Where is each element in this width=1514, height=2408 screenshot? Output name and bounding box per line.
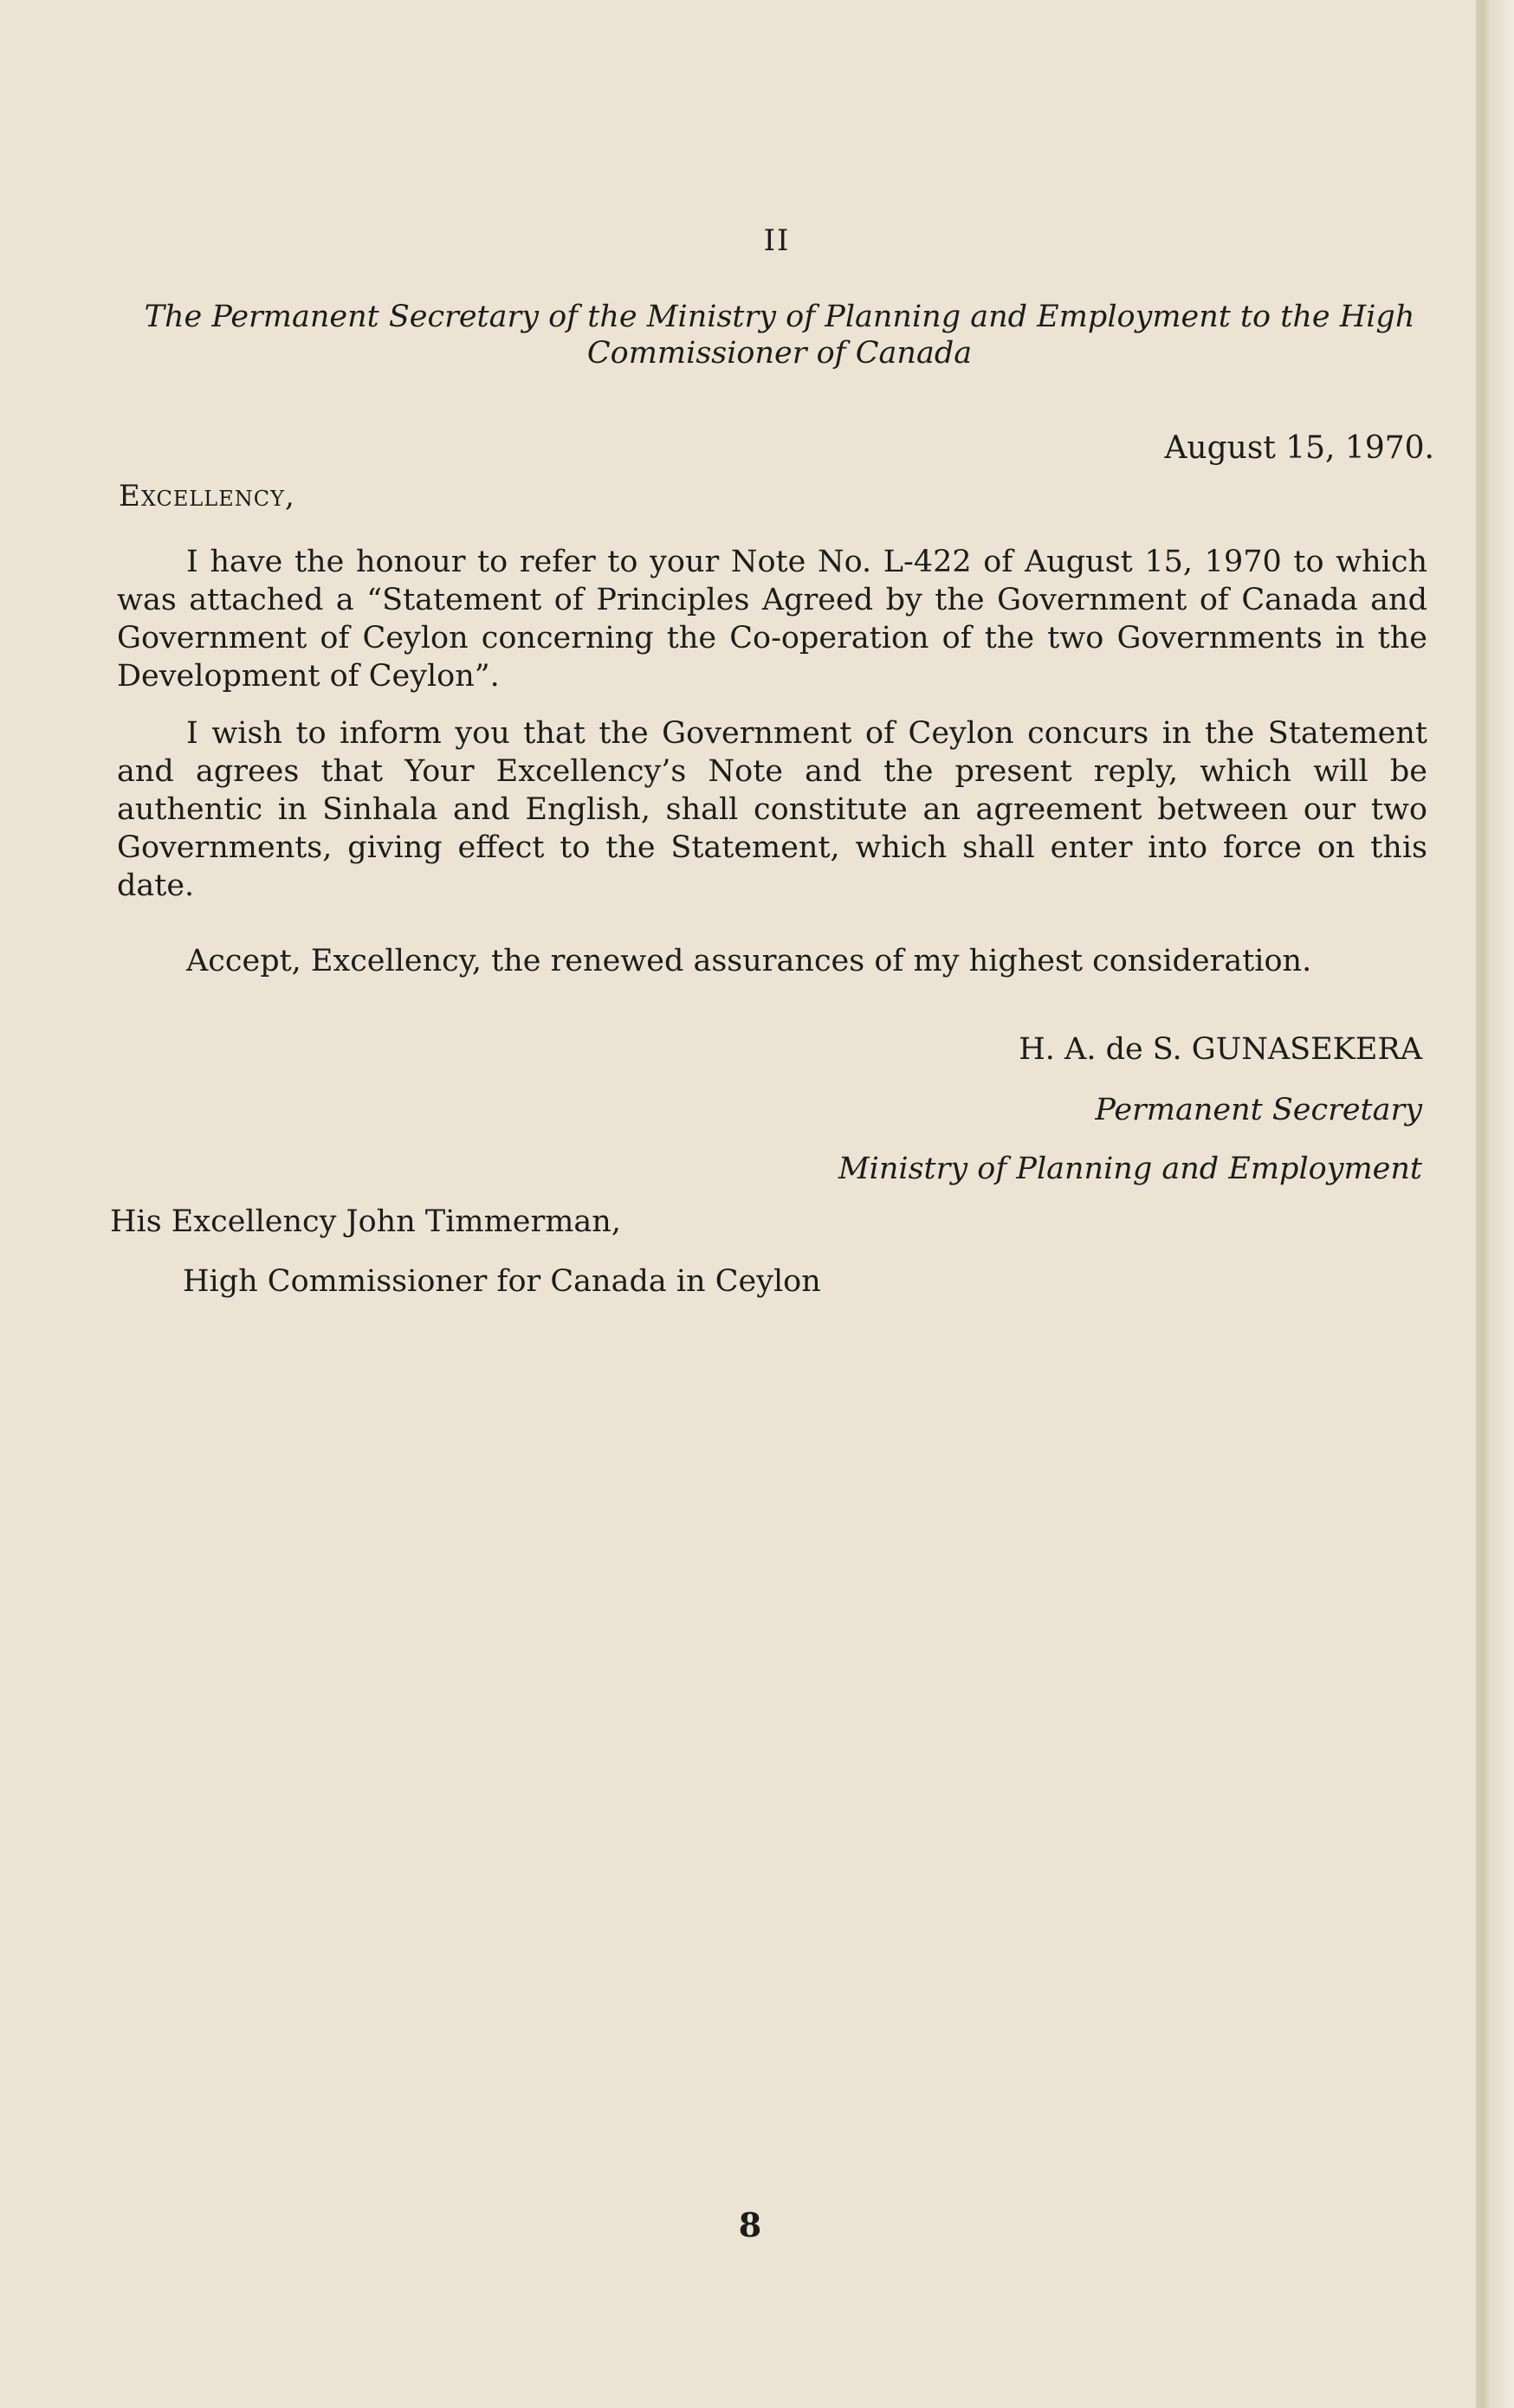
closing-line: Accept, Excellency, the renewed assurances of my highest consideration. (186, 944, 1312, 978)
page-edge (1476, 0, 1514, 2408)
paragraph-2: I wish to inform you that the Government of Ceylon concurs in the Statement and agrees that Your Excellency’s Note and the present reply, which will be authentic in Sinhala and English, shall constitute an agreement between our two Governments, giving effect to the Statement, which shall enter into force on this date. (117, 716, 1427, 903)
signatory-title: Permanent Secretary (1095, 1093, 1422, 1127)
page-number: 8 (738, 2205, 762, 2244)
salutation: Excellency, (119, 479, 295, 513)
letter-date: August 15, 1970. (1164, 430, 1434, 466)
section-number: II (763, 223, 791, 258)
signatory-ministry: Ministry of Planning and Employment (838, 1152, 1422, 1186)
letter-title: The Permanent Secretary of the Ministry of Planning and Employment to the High Commissioner of Canada (144, 300, 1415, 371)
addressee-name: His Excellency John Timmerman, (110, 1204, 621, 1239)
signatory-name: H. A. de S. GUNASEKERA (1019, 1032, 1422, 1067)
addressee-title: High Commissioner for Canada in Ceylon (183, 1264, 821, 1299)
paragraph-1: I have the honour to refer to your Note No. L-422 of August 15, 1970 to which was attached a “Statement of Principles Agreed by the Government of Canada and Government of Ceylon concerning the Co-operation of the two Governments in the Development of Ceylon”. (117, 545, 1427, 694)
